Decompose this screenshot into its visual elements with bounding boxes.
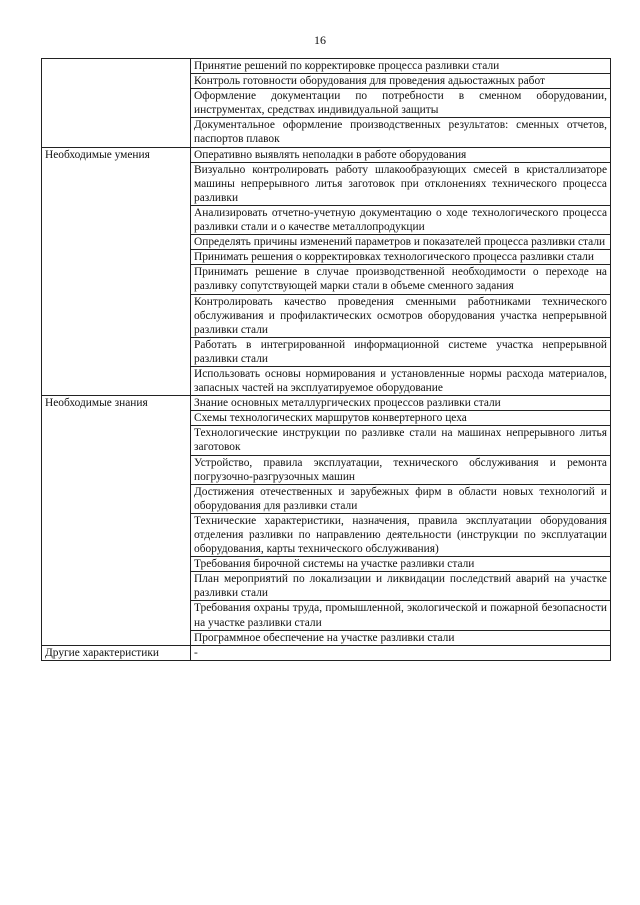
requirement-item: Принятие решений по корректировке процесса разливки стали [191,59,611,74]
requirement-item: Технологические инструкции по разливке стали на машинах непрерывного литья заготовок [191,426,611,455]
table-row [42,147,611,162]
requirement-item: Принимать решения о корректировках технологического процесса разливки стали [191,250,611,265]
requirement-item: Программное обеспечение на участке разливки стали [191,630,611,645]
requirement-item: План мероприятий по локализации и ликвидации последствий аварий на участке разливки стали [191,572,611,601]
table-row [42,645,611,660]
requirement-item: Контроль готовности оборудования для проведения адьюстажных работ [191,74,611,89]
requirement-item: Технические характеристики, назначения, правила эксплуатации оборудования отделения разливки по направлению деятельности (инструкции по эксплуатации оборудования, карты технического обслуживания) [191,513,611,556]
table-row [42,59,611,74]
requirement-item: Определять причины изменений параметров и показателей процесса разливки стали [191,235,611,250]
requirement-item: Требования бирочной системы на участке разливки стали [191,557,611,572]
requirement-item: Оформление документации по потребности в сменном оборудовании, инструментах, средствах индивидуальной защиты [191,89,611,118]
requirement-item: Оперативно выявлять неполадки в работе оборудования [191,147,611,162]
requirement-item: Знание основных металлургических процессов разливки стали [191,396,611,411]
section-label [42,59,191,148]
requirement-item: Схемы технологических маршрутов конвертерного цеха [191,411,611,426]
requirement-item: Визуально контролировать работу шлакообразующих смесей в кристаллизаторе машины непрерывного литья заготовок при отклонениях технического процесса разливки [191,162,611,205]
table-row [42,396,611,411]
requirement-item: Использовать основы нормирования и установленные нормы расхода материалов, запасных частей на эксплуатируемое оборудование [191,366,611,395]
requirements-table [41,58,611,661]
section-label: Другие характеристики [42,645,191,660]
requirement-item: Анализировать отчетно-учетную документацию о ходе технологического процесса разливки стали и о качестве металлопродукции [191,205,611,234]
requirement-item: Работать в интегрированной информационной системе участка непрерывной разливки стали [191,337,611,366]
requirement-item: Требования охраны труда, промышленной, экологической и пожарной безопасности на участке разливки стали [191,601,611,630]
requirement-item: Устройство, правила эксплуатации, технического обслуживания и ремонта погрузочно-разгрузочных машин [191,455,611,484]
requirement-item: Контролировать качество проведения сменными работниками технического обслуживания и профилактических осмотров оборудования участка непрерывной разливки стали [191,294,611,337]
section-label: Необходимые знания [42,396,191,646]
requirement-item: - [191,645,611,660]
requirement-item: Принимать решение в случае производственной необходимости о переходе на разливку сопутствующей марки стали в объеме сменного задания [191,265,611,294]
section-label: Необходимые умения [42,147,191,396]
requirement-item: Документальное оформление производственных результатов: сменных отчетов, паспортов плавок [191,118,611,147]
requirement-item: Достижения отечественных и зарубежных фирм в области новых технологий и оборудования для разливки стали [191,484,611,513]
page-number: 16 [314,33,326,47]
